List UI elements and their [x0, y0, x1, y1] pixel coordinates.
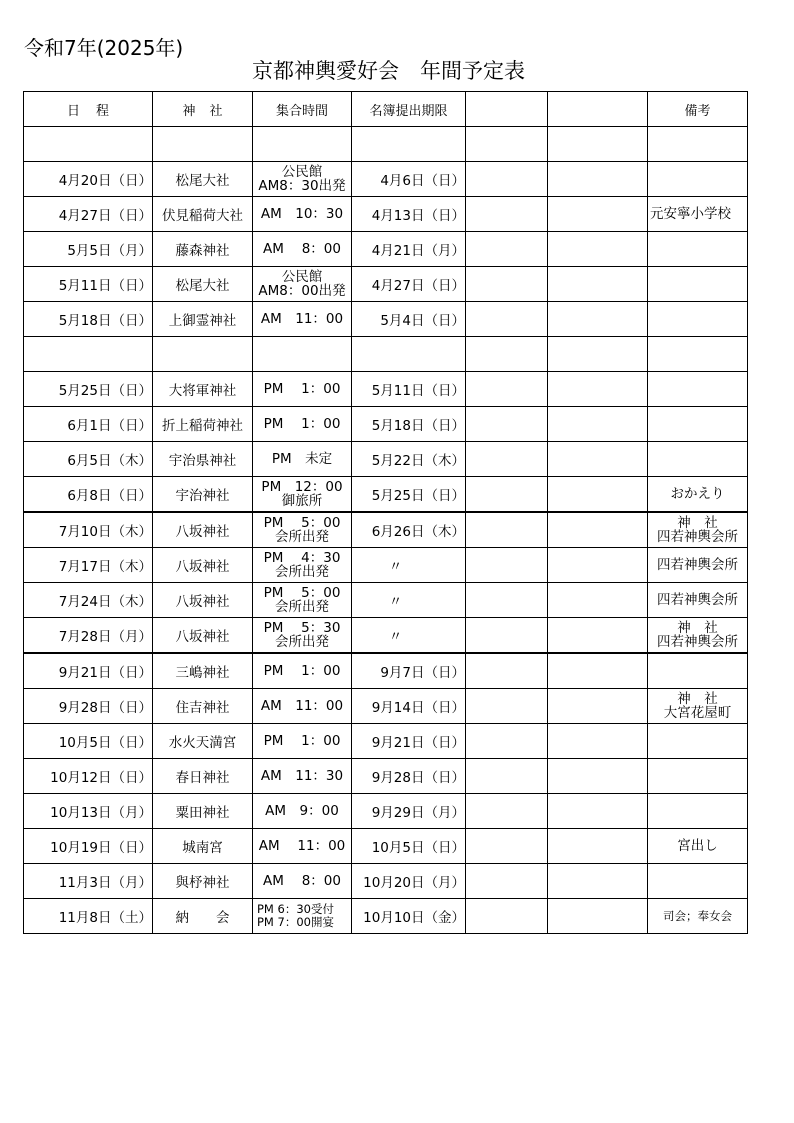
- table-row: [24, 512, 748, 548]
- row-note: [648, 127, 748, 162]
- table-row: [24, 759, 748, 794]
- meeting-time-line: 会所出発: [275, 634, 329, 650]
- row-blank-2: [548, 689, 648, 724]
- row-blank-1: [466, 337, 548, 372]
- row-date: 10月13日（月）: [24, 794, 153, 829]
- meeting-time-line: AM 8：00: [263, 241, 341, 257]
- row-deadline: 4月13日（日）: [352, 197, 466, 232]
- row-shrine: 宇治神社: [153, 477, 253, 513]
- meeting-time-line: PM 5：00: [263, 515, 341, 531]
- row-blank-2: [548, 372, 648, 407]
- table-row: [24, 162, 748, 197]
- meeting-time-line: AM 11：00: [260, 311, 344, 327]
- row-deadline: 5月22日（木）: [352, 442, 466, 477]
- table-row: [24, 794, 748, 829]
- row-shrine: 春日神社: [153, 759, 253, 794]
- row-meeting-time: [253, 267, 352, 302]
- row-deadline: 9月14日（日）: [352, 689, 466, 724]
- row-shrine: 城南宮: [153, 829, 253, 864]
- row-note: [648, 267, 748, 302]
- row-note: [648, 162, 748, 197]
- table-row: [24, 197, 748, 232]
- row-shrine: 松尾大社: [153, 267, 253, 302]
- row-date: 11月8日（土）: [24, 899, 153, 934]
- row-meeting-time: [253, 653, 352, 689]
- row-blank-2: [548, 864, 648, 899]
- row-date: 7月10日（木）: [24, 512, 153, 548]
- row-meeting-time: [253, 583, 352, 618]
- meeting-time-line: AM 8：00: [263, 873, 341, 889]
- row-blank-2: [548, 162, 648, 197]
- row-shrine: 上御霊神社: [153, 302, 253, 337]
- row-date: 9月28日（日）: [24, 689, 153, 724]
- meeting-time-line: PM 5：30: [263, 620, 341, 636]
- row-blank-2: [548, 232, 648, 267]
- row-blank-2: [548, 759, 648, 794]
- table-row: [24, 583, 748, 618]
- row-date: 6月8日（日）: [24, 477, 153, 513]
- row-meeting-time: [253, 512, 352, 548]
- table-header-row: [24, 92, 748, 127]
- row-blank-1: [466, 512, 548, 548]
- note-line: おかえり: [670, 486, 725, 502]
- header-meeting-time: 集合時間: [253, 92, 352, 127]
- meeting-time-line: 公民館: [281, 269, 323, 285]
- row-note: [648, 864, 748, 899]
- meeting-time-line: 会所出発: [275, 564, 329, 580]
- meeting-time-line: PM 1：00: [263, 381, 341, 397]
- table-row: [24, 477, 748, 513]
- table-row: [24, 724, 748, 759]
- row-deadline: 9月28日（日）: [352, 759, 466, 794]
- row-deadline: 10月10日（金）: [352, 899, 466, 934]
- note-line: 神 社: [677, 620, 718, 636]
- row-date: 11月3日（月）: [24, 864, 153, 899]
- row-blank-1: [466, 689, 548, 724]
- row-shrine: 折上稲荷神社: [153, 407, 253, 442]
- row-meeting-time: [253, 689, 352, 724]
- meeting-time-line: AM 11：30: [260, 768, 344, 784]
- table-row: [24, 548, 748, 583]
- row-deadline: 5月11日（日）: [352, 372, 466, 407]
- note-line: 宮出し: [677, 838, 718, 854]
- row-meeting-time: [253, 162, 352, 197]
- row-date: 5月11日（日）: [24, 267, 153, 302]
- row-note: [648, 302, 748, 337]
- row-note: [648, 829, 748, 864]
- meeting-time-line: AM 9：00: [265, 803, 339, 819]
- row-deadline: 6月26日（木）: [352, 512, 466, 548]
- row-date: [24, 127, 153, 162]
- row-note: [648, 197, 748, 232]
- row-blank-2: [548, 337, 648, 372]
- row-shrine: 粟田神社: [153, 794, 253, 829]
- row-deadline: 9月29日（月）: [352, 794, 466, 829]
- row-meeting-time: [253, 232, 352, 267]
- meeting-time-line: AM8：00出発: [258, 283, 346, 299]
- meeting-time-line: PM 12：00: [261, 479, 343, 495]
- row-meeting-time: [253, 759, 352, 794]
- row-deadline: 9月21日（日）: [352, 724, 466, 759]
- row-blank-2: [548, 794, 648, 829]
- row-meeting-time: [253, 337, 352, 372]
- row-deadline: 5月25日（日）: [352, 477, 466, 513]
- note-line: 四若神輿会所: [657, 634, 738, 650]
- row-deadline: 4月6日（日）: [352, 162, 466, 197]
- row-meeting-time: [253, 724, 352, 759]
- row-deadline: 9月7日（日）: [352, 653, 466, 689]
- row-date: 4月20日（日）: [24, 162, 153, 197]
- row-blank-2: [548, 899, 648, 934]
- note-line: 四若神輿会所: [657, 529, 738, 545]
- table-row: [24, 127, 748, 162]
- row-note: [648, 724, 748, 759]
- row-date: 10月12日（日）: [24, 759, 153, 794]
- row-meeting-time: [253, 618, 352, 654]
- header-notes: 備考: [648, 92, 748, 127]
- row-blank-1: [466, 372, 548, 407]
- meeting-time-line: 公民館: [281, 164, 323, 180]
- row-shrine: 八坂神社: [153, 618, 253, 654]
- row-note: [648, 689, 748, 724]
- row-blank-1: [466, 302, 548, 337]
- row-blank-1: [466, 162, 548, 197]
- table-row: [24, 618, 748, 654]
- row-note: [648, 583, 748, 618]
- row-meeting-time: [253, 899, 352, 934]
- row-shrine: 宇治県神社: [153, 442, 253, 477]
- row-blank-2: [548, 197, 648, 232]
- table-row: [24, 267, 748, 302]
- note-line: 神 社: [677, 691, 718, 707]
- table-row: [24, 337, 748, 372]
- row-deadline: [352, 127, 466, 162]
- row-date: 4月27日（日）: [24, 197, 153, 232]
- row-blank-2: [548, 583, 648, 618]
- header-date: 日程: [24, 92, 153, 127]
- row-deadline: 4月27日（日）: [352, 267, 466, 302]
- row-meeting-time: [253, 829, 352, 864]
- meeting-time-line: PM 5：00: [263, 585, 341, 601]
- row-blank-1: [466, 442, 548, 477]
- row-shrine: 三嶋神社: [153, 653, 253, 689]
- header-shrine: 神社: [153, 92, 253, 127]
- row-shrine: 住吉神社: [153, 689, 253, 724]
- row-meeting-time: [253, 407, 352, 442]
- row-shrine: [153, 337, 253, 372]
- row-shrine: 伏見稲荷大社: [153, 197, 253, 232]
- row-blank-1: [466, 724, 548, 759]
- row-blank-1: [466, 197, 548, 232]
- meeting-time-line: PM 6：30受付: [257, 902, 334, 916]
- table-row: [24, 899, 748, 934]
- row-note: [648, 232, 748, 267]
- header-roster-deadline: 名簿提出期限: [352, 92, 466, 127]
- row-blank-2: [548, 267, 648, 302]
- table-row: [24, 302, 748, 337]
- meeting-time-line: PM 1：00: [263, 663, 341, 679]
- row-shrine: 松尾大社: [153, 162, 253, 197]
- row-date: [24, 337, 153, 372]
- row-blank-2: [548, 127, 648, 162]
- table-row: [24, 653, 748, 689]
- row-deadline: 5月4日（日）: [352, 302, 466, 337]
- note-line: 四若神輿会所: [657, 557, 738, 573]
- meeting-time-line: PM 1：00: [263, 416, 341, 432]
- row-deadline: 〃: [352, 583, 466, 618]
- row-meeting-time: [253, 127, 352, 162]
- row-blank-1: [466, 548, 548, 583]
- header-blank-1: [466, 92, 548, 127]
- page-title: 京都神輿愛好会 年間予定表: [252, 59, 525, 83]
- meeting-time-line: PM 7：00開宴: [257, 915, 334, 929]
- row-blank-2: [548, 442, 648, 477]
- row-note: [648, 337, 748, 372]
- table-row: [24, 829, 748, 864]
- row-deadline: 10月5日（日）: [352, 829, 466, 864]
- row-blank-2: [548, 302, 648, 337]
- row-note: [648, 442, 748, 477]
- row-note: [648, 548, 748, 583]
- row-date: 5月25日（日）: [24, 372, 153, 407]
- schedule-table: [23, 91, 748, 934]
- row-blank-2: [548, 618, 648, 654]
- row-date: 7月17日（木）: [24, 548, 153, 583]
- meeting-time-line: AM8：30出発: [258, 178, 346, 194]
- row-blank-2: [548, 477, 648, 513]
- row-blank-2: [548, 512, 648, 548]
- meeting-time-line: AM 10：30: [260, 206, 344, 222]
- row-date: 10月5日（日）: [24, 724, 153, 759]
- row-blank-1: [466, 618, 548, 654]
- row-deadline: [352, 337, 466, 372]
- row-note: [648, 372, 748, 407]
- row-note: [648, 477, 748, 513]
- row-note: [648, 407, 748, 442]
- row-meeting-time: [253, 477, 352, 513]
- meeting-time-line: PM 1：00: [263, 733, 341, 749]
- meeting-time-line: PM 4：30: [263, 550, 341, 566]
- row-blank-1: [466, 232, 548, 267]
- row-shrine: 與杼神社: [153, 864, 253, 899]
- row-blank-2: [548, 548, 648, 583]
- note-line: 四若神輿会所: [657, 592, 738, 608]
- table-row: [24, 442, 748, 477]
- note-line: 司会；奉女会: [663, 909, 732, 923]
- note-line: 神 社: [677, 515, 718, 531]
- row-blank-1: [466, 653, 548, 689]
- era-year-label: 令和7年(2025年): [24, 36, 184, 60]
- row-meeting-time: [253, 442, 352, 477]
- row-blank-2: [548, 829, 648, 864]
- row-shrine: 大将軍神社: [153, 372, 253, 407]
- row-deadline: 5月18日（日）: [352, 407, 466, 442]
- table-row: [24, 372, 748, 407]
- row-meeting-time: [253, 548, 352, 583]
- row-blank-2: [548, 653, 648, 689]
- note-line: 元安寧小学校: [650, 206, 731, 222]
- row-note: [648, 512, 748, 548]
- row-blank-1: [466, 267, 548, 302]
- row-date: 6月5日（木）: [24, 442, 153, 477]
- table-row: [24, 689, 748, 724]
- row-blank-1: [466, 407, 548, 442]
- row-blank-2: [548, 724, 648, 759]
- row-blank-1: [466, 864, 548, 899]
- row-shrine: 藤森神社: [153, 232, 253, 267]
- row-date: 7月24日（木）: [24, 583, 153, 618]
- meeting-time-line: AM 11：00: [258, 838, 346, 854]
- row-blank-1: [466, 127, 548, 162]
- row-meeting-time: [253, 864, 352, 899]
- row-deadline: 〃: [352, 548, 466, 583]
- row-shrine: 八坂神社: [153, 512, 253, 548]
- meeting-time-line: 御旅所: [281, 493, 323, 509]
- row-blank-1: [466, 829, 548, 864]
- row-date: 10月19日（日）: [24, 829, 153, 864]
- row-note: [648, 618, 748, 654]
- row-shrine: 八坂神社: [153, 548, 253, 583]
- row-blank-1: [466, 583, 548, 618]
- row-blank-2: [548, 407, 648, 442]
- row-date: 7月28日（月）: [24, 618, 153, 654]
- row-date: 5月18日（日）: [24, 302, 153, 337]
- row-meeting-time: [253, 197, 352, 232]
- table-row: [24, 864, 748, 899]
- table-row: [24, 407, 748, 442]
- meeting-time-line: PM 未定: [271, 451, 333, 467]
- row-date: 9月21日（日）: [24, 653, 153, 689]
- row-shrine: 納 会: [153, 899, 253, 934]
- row-note: [648, 794, 748, 829]
- header-blank-2: [548, 92, 648, 127]
- row-shrine: [153, 127, 253, 162]
- row-blank-1: [466, 794, 548, 829]
- row-deadline: 4月21日（月）: [352, 232, 466, 267]
- row-note: [648, 653, 748, 689]
- meeting-time-line: 会所出発: [275, 599, 329, 615]
- row-deadline: 10月20日（月）: [352, 864, 466, 899]
- note-line: 大宮花屋町: [663, 705, 732, 721]
- row-deadline: 〃: [352, 618, 466, 654]
- meeting-time-line: AM 11：00: [260, 698, 344, 714]
- row-blank-1: [466, 899, 548, 934]
- row-blank-1: [466, 759, 548, 794]
- table-row: [24, 232, 748, 267]
- row-meeting-time: [253, 302, 352, 337]
- row-shrine: 水火天満宮: [153, 724, 253, 759]
- row-shrine: 八坂神社: [153, 583, 253, 618]
- row-note: [648, 899, 748, 934]
- row-note: [648, 759, 748, 794]
- meeting-time-line: 会所出発: [275, 529, 329, 545]
- row-meeting-time: [253, 794, 352, 829]
- row-blank-1: [466, 477, 548, 513]
- row-date: 5月5日（月）: [24, 232, 153, 267]
- row-date: 6月1日（日）: [24, 407, 153, 442]
- row-meeting-time: [253, 372, 352, 407]
